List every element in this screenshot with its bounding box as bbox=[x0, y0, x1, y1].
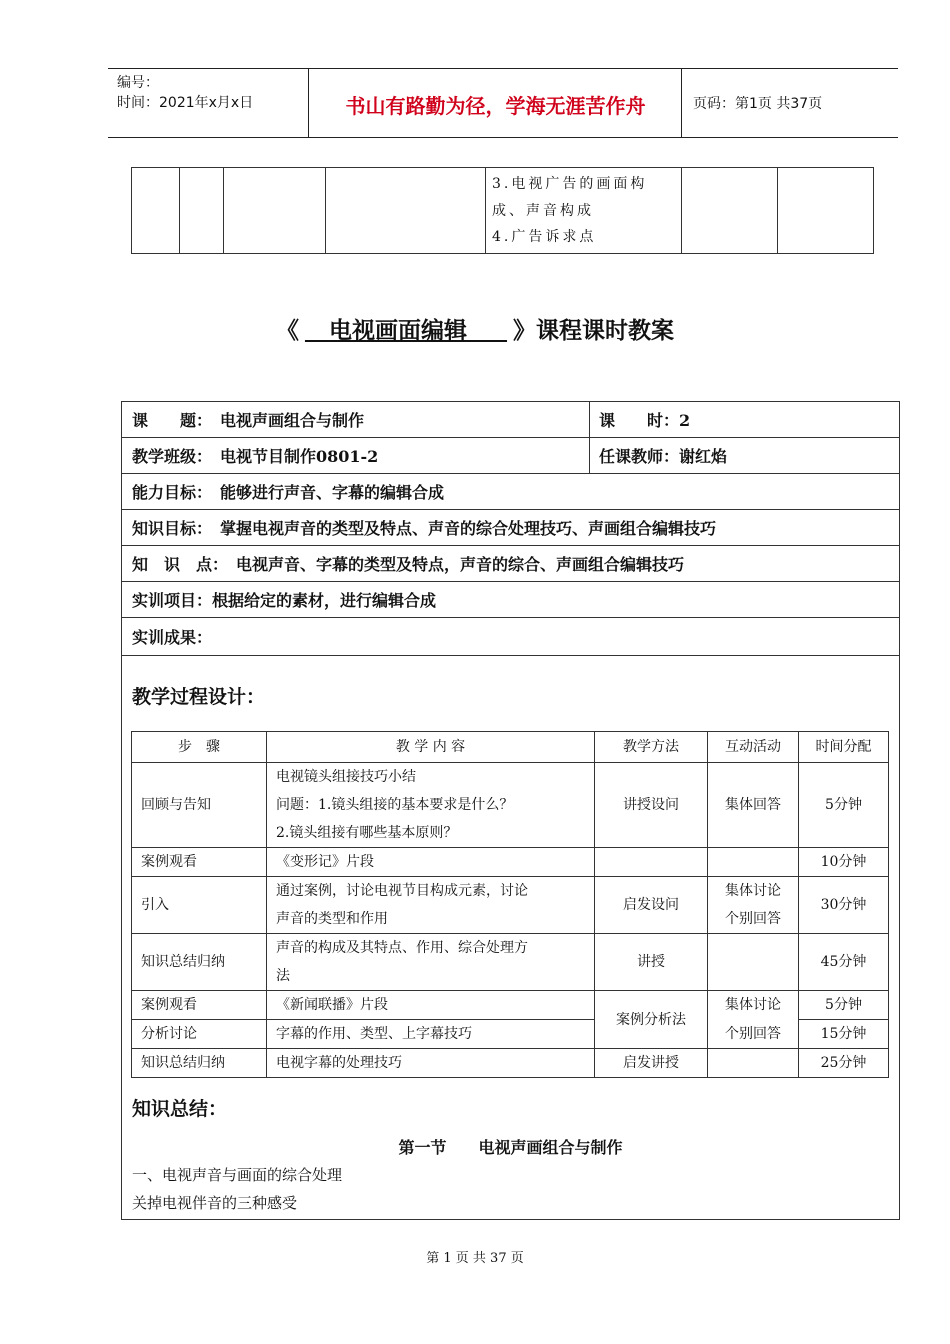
time-cell: 5分钟 bbox=[799, 763, 889, 848]
header-divider bbox=[681, 69, 682, 137]
step-cell: 引入 bbox=[132, 877, 267, 934]
activity-cell bbox=[708, 934, 799, 991]
time-cell: 5分钟 bbox=[799, 991, 889, 1020]
teaching-process-table bbox=[131, 731, 889, 1078]
class-row bbox=[122, 438, 899, 474]
section-heading: 第一节 电视声画组合与制作 bbox=[398, 1138, 623, 1157]
table-header-row bbox=[132, 732, 889, 763]
teacher-field: 任课教师：谢红焰 bbox=[599, 447, 728, 466]
table-row bbox=[132, 1049, 889, 1078]
content-line: 通过案例，讨论电视节目构成元素，讨论 bbox=[276, 883, 528, 899]
step-cell: 回顾与告知 bbox=[132, 763, 267, 848]
table-cell bbox=[486, 168, 682, 254]
table-cell bbox=[224, 168, 326, 254]
table-row bbox=[132, 934, 889, 991]
hours-field: 课 时：2 bbox=[599, 411, 691, 430]
activity-cell: 集体回答 bbox=[708, 763, 799, 848]
summary-line: 一、电视声音与画面的综合处理 bbox=[132, 1166, 343, 1184]
topic-row bbox=[122, 402, 899, 438]
text-line: 3.电视广告的画面构 bbox=[492, 176, 648, 192]
content-line: 2.镜头组接有哪些基本原则？ bbox=[276, 825, 458, 841]
knowledge-points-field: 知 识 点： 电视声音、字幕的类型及特点，声音的综合、声画组合编辑技巧 bbox=[132, 555, 685, 574]
process-title: 教学过程设计： bbox=[132, 686, 266, 708]
summary-title: 知识总结： bbox=[132, 1098, 228, 1120]
table-cell bbox=[180, 168, 224, 254]
table-row bbox=[132, 877, 889, 934]
summary-line: 关掉电视伴音的三种感受 bbox=[132, 1194, 298, 1212]
method-cell: 讲授 bbox=[595, 934, 708, 991]
number-label: 编号： bbox=[117, 75, 159, 91]
activity-cell: 个别回答 bbox=[708, 1020, 799, 1049]
project-row bbox=[122, 582, 899, 618]
time-cell: 10分钟 bbox=[799, 848, 889, 877]
method-cell: 启发讲授 bbox=[595, 1049, 708, 1078]
knowledge-goal-field: 知识目标： 掌握电视声音的类型及特点、声音的综合处理技巧、声画组合编辑技巧 bbox=[132, 519, 717, 538]
column-header: 步 骤 bbox=[132, 732, 267, 763]
table-row bbox=[132, 763, 889, 848]
header-page-info: 页码：第1页 共37页 bbox=[693, 96, 823, 112]
time-cell: 45分钟 bbox=[799, 934, 889, 991]
table-row bbox=[132, 991, 889, 1020]
column-header: 时间分配 bbox=[799, 732, 889, 763]
cell-divider bbox=[589, 438, 590, 473]
activity-cell bbox=[708, 848, 799, 877]
table-row bbox=[132, 848, 889, 877]
content-line: 声音的类型和作用 bbox=[276, 911, 388, 927]
ability-row bbox=[122, 474, 899, 510]
time-cell: 30分钟 bbox=[799, 877, 889, 934]
step-cell: 案例观看 bbox=[132, 991, 267, 1020]
content-cell bbox=[267, 934, 595, 991]
content-cell: 《变形记》片段 bbox=[267, 848, 595, 877]
method-cell: 启发设问 bbox=[595, 877, 708, 934]
topic-field: 课 题： 电视声画组合与制作 bbox=[132, 411, 365, 430]
time-label: 时间：2021年x月x日 bbox=[117, 95, 254, 111]
content-line: 电视镜头组接技巧小结 bbox=[276, 769, 416, 785]
table-cell bbox=[778, 168, 874, 254]
header-meta bbox=[117, 73, 253, 113]
step-cell: 案例观看 bbox=[132, 848, 267, 877]
result-field: 实训成果： bbox=[132, 628, 213, 647]
cell-text bbox=[486, 168, 681, 252]
step-cell: 分析讨论 bbox=[132, 1020, 267, 1049]
text-line: 4.广告诉求点 bbox=[492, 229, 597, 245]
cell-divider bbox=[589, 402, 590, 437]
result-row bbox=[122, 618, 899, 656]
content-cell: 字幕的作用、类型、上字幕技巧 bbox=[267, 1020, 595, 1049]
page-header bbox=[108, 68, 898, 138]
activity-cell: 集体讨论 bbox=[708, 991, 799, 1020]
table-cell bbox=[326, 168, 486, 254]
method-cell bbox=[595, 848, 708, 877]
activity-cell: 集体讨论 个别回答 bbox=[708, 877, 799, 934]
step-cell: 知识总结归纳 bbox=[132, 1049, 267, 1078]
page-footer: 第 1 页 共 37 页 bbox=[426, 1251, 524, 1266]
time-cell: 25分钟 bbox=[799, 1049, 889, 1078]
knowledge-goal-row bbox=[122, 510, 899, 546]
activity-cell bbox=[708, 1049, 799, 1078]
ability-field: 能力目标： 能够进行声音、字幕的编辑合成 bbox=[132, 483, 445, 502]
continuation-table bbox=[131, 167, 874, 254]
content-cell bbox=[267, 877, 595, 934]
content-cell bbox=[267, 763, 595, 848]
course-name-text: 电视画面编辑 bbox=[328, 318, 467, 344]
column-header: 互动活动 bbox=[708, 732, 799, 763]
method-cell: 案例分析法 bbox=[595, 991, 708, 1049]
table-cell bbox=[682, 168, 778, 254]
column-header: 教学方法 bbox=[595, 732, 708, 763]
project-field: 实训项目：根据给定的素材，进行编辑合成 bbox=[132, 591, 437, 610]
document-title bbox=[0, 312, 950, 345]
knowledge-points-row bbox=[122, 546, 899, 582]
column-header: 教 学 内 容 bbox=[267, 732, 595, 763]
content-line: 法 bbox=[276, 968, 290, 984]
text-line: 成、声音构成 bbox=[492, 203, 594, 219]
course-name bbox=[299, 312, 513, 345]
table-row bbox=[132, 1020, 889, 1049]
header-motto: 书山有路勤为径，学海无涯苦作舟 bbox=[345, 94, 646, 118]
content-line: 声音的构成及其特点、作用、综合处理方 bbox=[276, 940, 528, 956]
title-close: 》课程课时教案 bbox=[513, 318, 675, 344]
step-cell: 知识总结归纳 bbox=[132, 934, 267, 991]
table-cell bbox=[132, 168, 180, 254]
content-cell: 《新闻联播》片段 bbox=[267, 991, 595, 1020]
time-cell: 15分钟 bbox=[799, 1020, 889, 1049]
content-line: 问题：1.镜头组接的基本要求是什么？ bbox=[276, 797, 514, 813]
class-field: 教学班级： 电视节目制作0801-2 bbox=[132, 447, 379, 466]
title-open: 《 bbox=[275, 318, 299, 344]
method-cell: 讲授设问 bbox=[595, 763, 708, 848]
content-cell: 电视字幕的处理技巧 bbox=[267, 1049, 595, 1078]
